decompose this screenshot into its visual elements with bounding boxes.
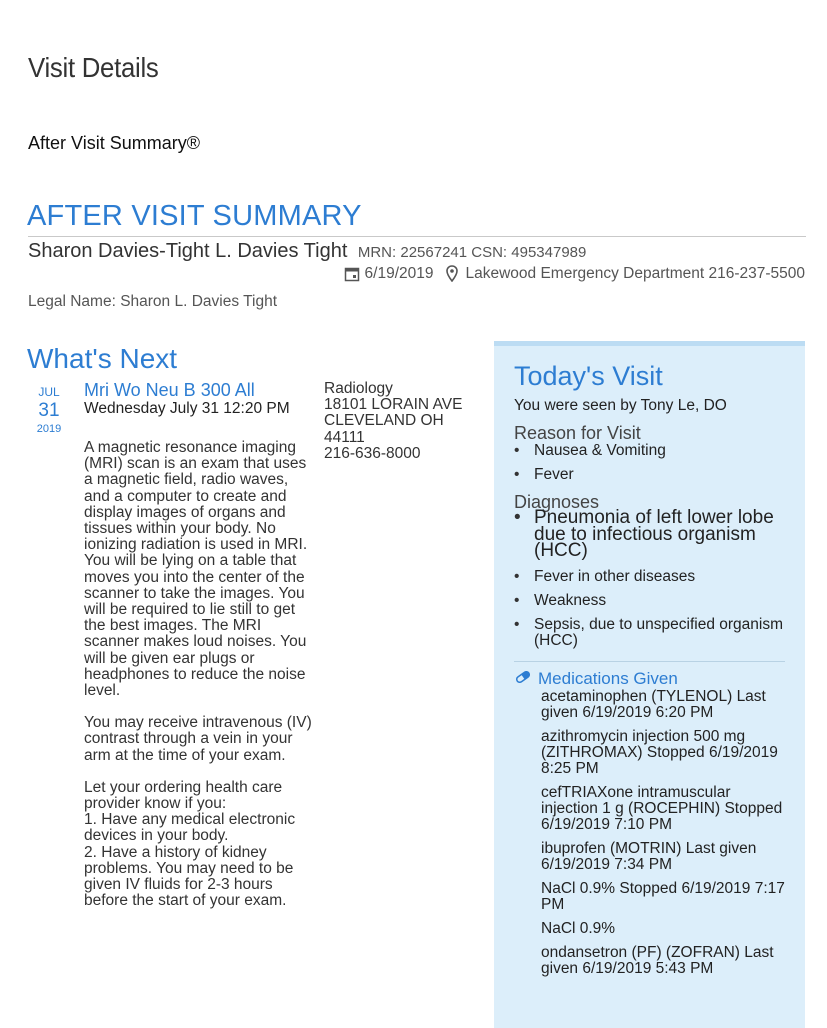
patient-ids: MRN: 22567241 CSN: 495347989	[357, 244, 587, 261]
diagnosis-item: • Weakness	[514, 593, 794, 609]
medications-heading-label: Medications Given	[538, 669, 678, 688]
patient-name: Sharon Davies-Tight L. Davies Tight	[28, 240, 348, 262]
whats-next-title: What's Next	[27, 343, 178, 374]
description-paragraph: A magnetic resonance imaging (MRI) scan is an exam that uses a magnetic field, radio waves, and a computer to create and display images of organs and tissues within your body. No ionizing radiation is used in MRI. You will be lying on a table that moves you into the center of the scanner to take the images. You will be required to lie still to get the best images. The MRI scanner makes loud noises. You will be given ear plugs or headphones to reduce the noise level.	[84, 439, 308, 700]
description-paragraph: Let your ordering health care provider know if you: 1. Have any medical electronic devices in your body. 2. Have a history of kidney problems. You may need to be given IV fluids for 2-3 hours before the start of your exam.	[84, 778, 296, 910]
description-paragraph: You may receive intravenous (IV) contrast through a vein in your arm at the time of your exam.	[84, 714, 312, 764]
legal-name: Legal Name: Sharon L. Davies Tight	[28, 293, 277, 310]
medication-item: NaCl 0.9%	[541, 920, 616, 937]
calendar-icon	[344, 265, 360, 283]
seen-by: You were seen by Tony Le, DO	[514, 397, 727, 414]
medications-list	[541, 689, 791, 985]
after-visit-summary-title: AFTER VISIT SUMMARY	[27, 200, 362, 232]
appointment-year: 2019	[36, 423, 62, 435]
diagnoses-heading: Diagnoses	[514, 492, 600, 512]
visit-date: 6/19/2019	[364, 265, 434, 282]
reason-item: • Nausea & Vomiting	[514, 443, 794, 459]
medication-item: ibuprofen (MOTRIN) Last given 6/19/2019 7:34 PM	[541, 840, 757, 873]
reason-item: • Fever	[514, 467, 794, 483]
diagnosis-item: • Fever in other diseases	[514, 569, 794, 585]
reason-list	[514, 443, 794, 491]
appointment-location: Radiology 18101 LORAIN AVE CLEVELAND OH 44111 216-636-8000	[324, 380, 463, 462]
appointment-description	[84, 440, 312, 925]
appointment-date-badge	[28, 384, 70, 435]
medication-item: NaCl 0.9% Stopped 6/19/2019 7:17 PM	[541, 880, 785, 913]
appointment-day: 31	[38, 400, 60, 421]
medications-heading	[514, 669, 678, 689]
medication-item: cefTRIAXone intramuscular injection 1 g (ROCEPHIN) Stopped 6/19/2019 7:10 PM	[541, 784, 783, 833]
reason-for-visit-heading: Reason for Visit	[514, 423, 641, 443]
pill-icon	[514, 669, 538, 689]
medication-item: acetaminophen (TYLENOL) Last given 6/19/2019 6:20 PM	[541, 688, 766, 721]
appointment-name-link[interactable]: Mri Wo Neu B 300 All	[84, 380, 255, 400]
title-divider	[28, 236, 806, 237]
patient-info	[28, 240, 586, 263]
visit-location: Lakewood Emergency Department 216-237-5500	[465, 265, 805, 282]
section-subtitle: After Visit Summary®	[28, 133, 200, 153]
page-title: Visit Details	[28, 52, 159, 83]
visit-meta	[344, 265, 805, 283]
diagnosis-item: • Sepsis, due to unspecified organism (HCC)	[514, 617, 794, 649]
appointment-time: Wednesday July 31 12:20 PM	[84, 400, 290, 417]
diagnosis-item: • Pneumonia of left lower lobe due to infectious organism (HCC)	[514, 510, 794, 560]
medication-item: ondansetron (PF) (ZOFRAN) Last given 6/19/2019 5:43 PM	[541, 944, 774, 977]
diagnoses-list	[514, 507, 794, 657]
map-pin-icon	[446, 265, 458, 283]
medications-divider	[514, 661, 785, 662]
todays-visit-title: Today's Visit	[514, 361, 663, 391]
appointment-month: JUL	[38, 385, 60, 399]
medication-item: azithromycin injection 500 mg (ZITHROMAX) Stopped 6/19/2019 8:25 PM	[541, 728, 778, 777]
